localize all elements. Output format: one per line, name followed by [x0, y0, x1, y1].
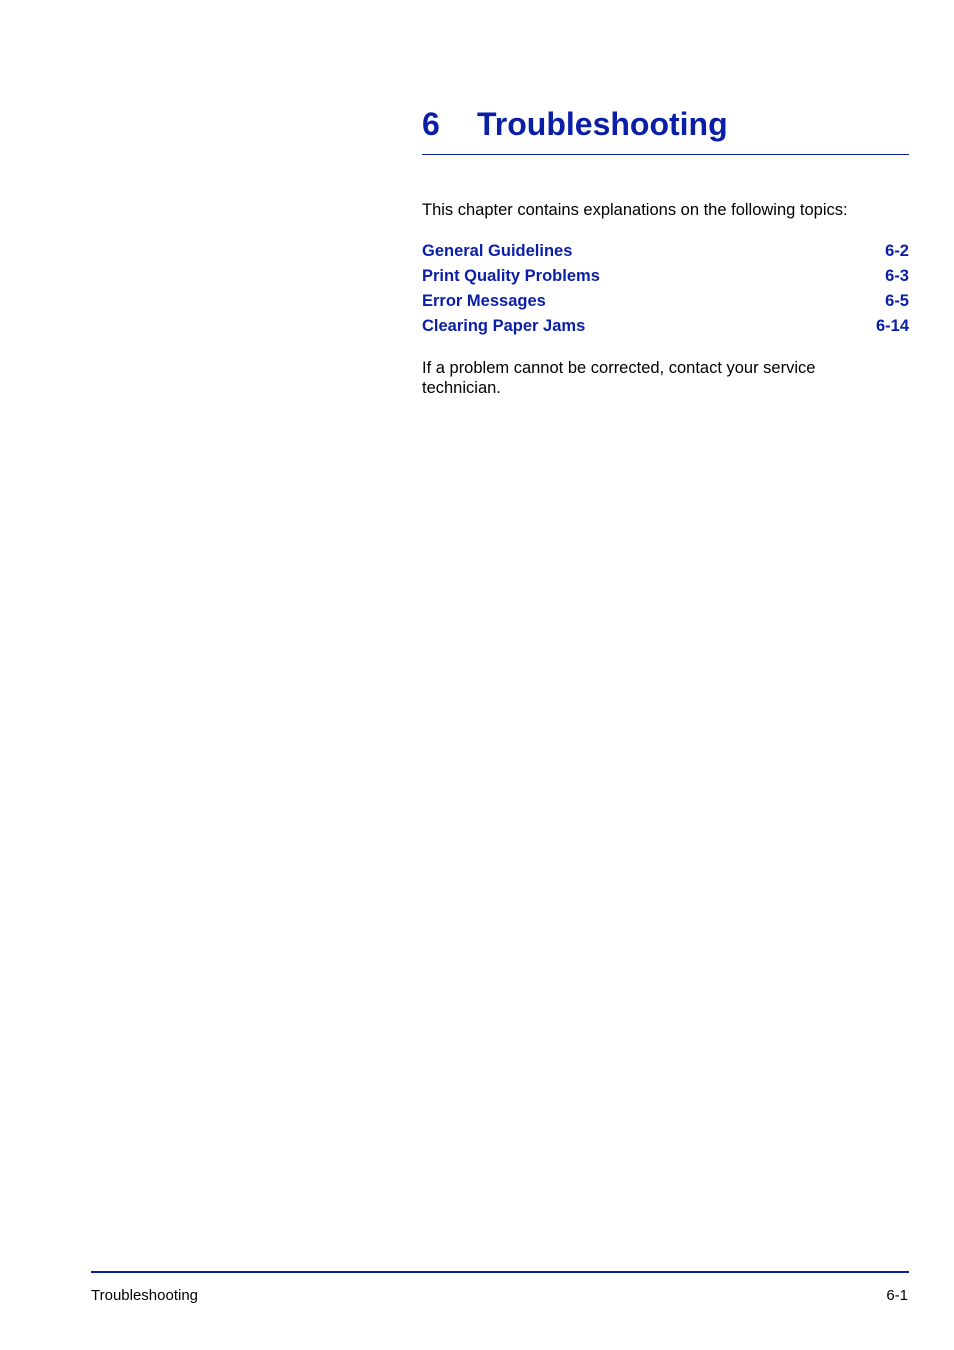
topic-label: Error Messages: [422, 292, 546, 310]
footer-divider: [91, 1271, 909, 1273]
topic-list: [422, 240, 909, 340]
topic-page: 6-2: [885, 242, 909, 260]
topic-page: 6-5: [885, 292, 909, 310]
footer-section-name: Troubleshooting: [91, 1287, 199, 1304]
topic-label: Print Quality Problems: [422, 267, 600, 285]
chapter-title-text: Troubleshooting: [477, 106, 728, 142]
intro-text: This chapter contains explanations on the following topics:: [422, 201, 848, 219]
topic-page: 6-3: [885, 267, 909, 285]
topic-link-print-quality-problems[interactable]: [422, 265, 909, 290]
topic-link-clearing-paper-jams[interactable]: [422, 315, 909, 340]
chapter-number: 6: [422, 106, 440, 142]
closing-text: If a problem cannot be corrected, contact your service technician.: [422, 359, 816, 397]
topic-label: General Guidelines: [422, 242, 573, 260]
topic-label: Clearing Paper Jams: [422, 317, 586, 335]
chapter-title: [422, 104, 909, 144]
topic-page: 6-14: [875, 317, 909, 335]
topic-link-general-guidelines[interactable]: [422, 240, 909, 265]
topic-link-error-messages[interactable]: [422, 290, 909, 315]
footer-page-number: 6-1: [886, 1287, 908, 1304]
title-divider: [422, 154, 909, 155]
